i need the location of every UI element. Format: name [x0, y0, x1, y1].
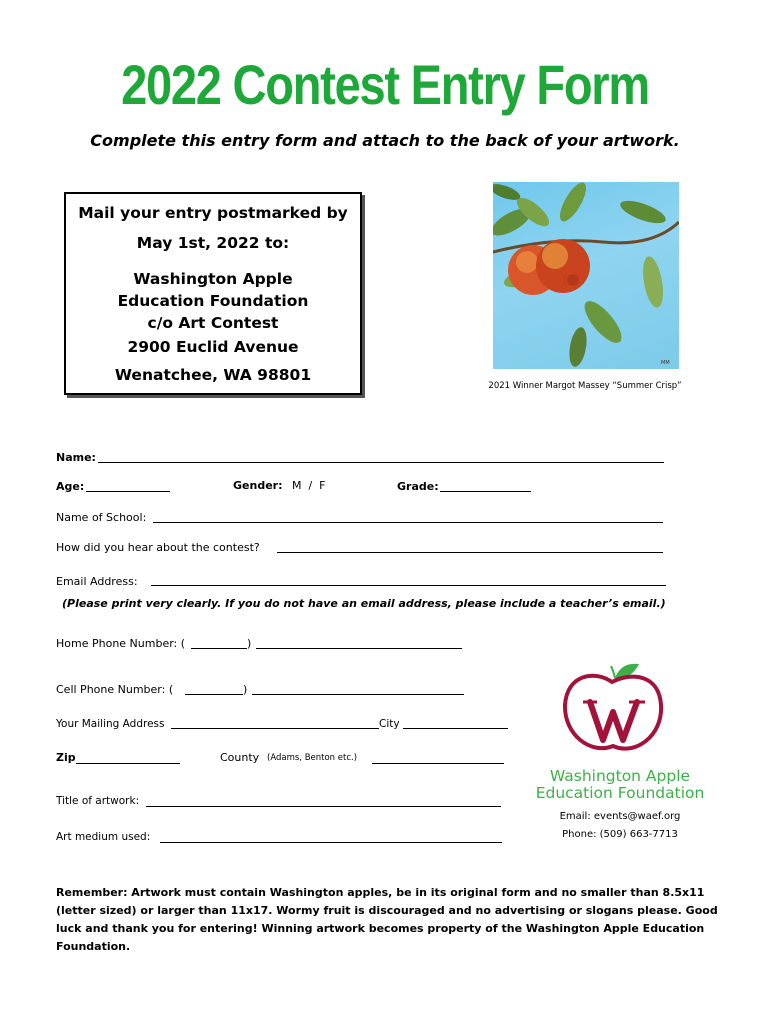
svg-text:MM: MM	[661, 360, 670, 366]
mail-recipient-line1: Washington Apple	[133, 270, 293, 288]
mail-deadline: May 1st, 2022 to:	[136, 234, 290, 252]
artwork-caption: 2021 Winner Margot Massey “Summer Crisp”	[488, 381, 682, 391]
winning-artwork-image	[493, 182, 679, 369]
county-hint: (Adams, Benton etc.)	[267, 753, 358, 763]
grade-label: Grade:	[397, 480, 439, 493]
cell-phone-paren: )	[243, 683, 248, 696]
art-medium-label: Art medium used:	[56, 831, 151, 843]
contact-email: Email: events@waef.org	[559, 811, 681, 822]
school-field[interactable]	[153, 522, 663, 523]
mailing-address-label: Your Mailing Address	[56, 718, 165, 730]
cell-phone-area-code[interactable]	[185, 694, 243, 695]
home-phone-area-code[interactable]	[191, 648, 247, 649]
cell-phone-label: Cell Phone Number: (	[56, 683, 174, 696]
city-label: City	[379, 718, 400, 730]
form-title: 2022 Contest Entry Form	[121, 53, 649, 116]
zip-field[interactable]	[76, 763, 180, 764]
county-field[interactable]	[372, 763, 504, 764]
art-medium-field[interactable]	[160, 842, 502, 843]
hear-about-field[interactable]	[277, 552, 663, 553]
email-field[interactable]	[151, 585, 666, 586]
mail-street: 2900 Euclid Avenue	[127, 338, 299, 356]
artwork-title-field[interactable]	[146, 806, 501, 807]
county-label: County	[220, 751, 260, 764]
age-label: Age:	[56, 480, 85, 493]
cell-phone-field[interactable]	[252, 694, 464, 695]
remember-note: Remember: Artwork must contain Washington apples, be in its original form and no smaller than 8.5x11 (letter sized) or larger than 11x17. Wormy fruit is discouraged and no advertising or slogans please. Good luck and thank you for entering! Winning artwork becomes property of the Washington Apple Education Foundation.	[56, 886, 718, 953]
contact-phone: Phone: (509) 663-7713	[562, 829, 678, 840]
name-label: Name:	[56, 451, 96, 464]
hear-about-label: How did you hear about the contest?	[56, 541, 260, 554]
city-field[interactable]	[403, 728, 508, 729]
mailing-address-box	[64, 192, 362, 395]
mail-recipient-line3: c/o Art Contest	[147, 314, 279, 332]
name-field[interactable]	[98, 462, 664, 463]
mail-recipient-line2: Education Foundation	[117, 292, 309, 310]
waef-logo	[555, 660, 675, 760]
grade-field[interactable]	[440, 491, 531, 492]
school-label: Name of School:	[56, 511, 147, 524]
form-subtitle: Complete this entry form and attach to the back of your artwork.	[90, 131, 680, 150]
email-note: (Please print very clearly. If you do not have an email address, please include a teacher’s email.)	[62, 597, 666, 610]
home-phone-field[interactable]	[256, 648, 462, 649]
gender-label: Gender:	[233, 479, 283, 492]
mail-city: Wenatchee, WA 98801	[114, 366, 312, 384]
home-phone-paren: )	[247, 637, 252, 650]
gender-options[interactable]: M / F	[292, 479, 326, 492]
logo-text-line1: Washington Apple	[549, 767, 691, 785]
zip-label: Zip	[56, 751, 76, 764]
logo-text-line2: Education Foundation	[535, 784, 705, 802]
mailing-address-field[interactable]	[171, 728, 379, 729]
email-label: Email Address:	[56, 575, 138, 588]
mail-instruction: Mail your entry postmarked by	[78, 204, 348, 222]
artwork-title-label: Title of artwork:	[56, 795, 140, 807]
home-phone-label: Home Phone Number: (	[56, 637, 186, 650]
age-field[interactable]	[86, 491, 170, 492]
